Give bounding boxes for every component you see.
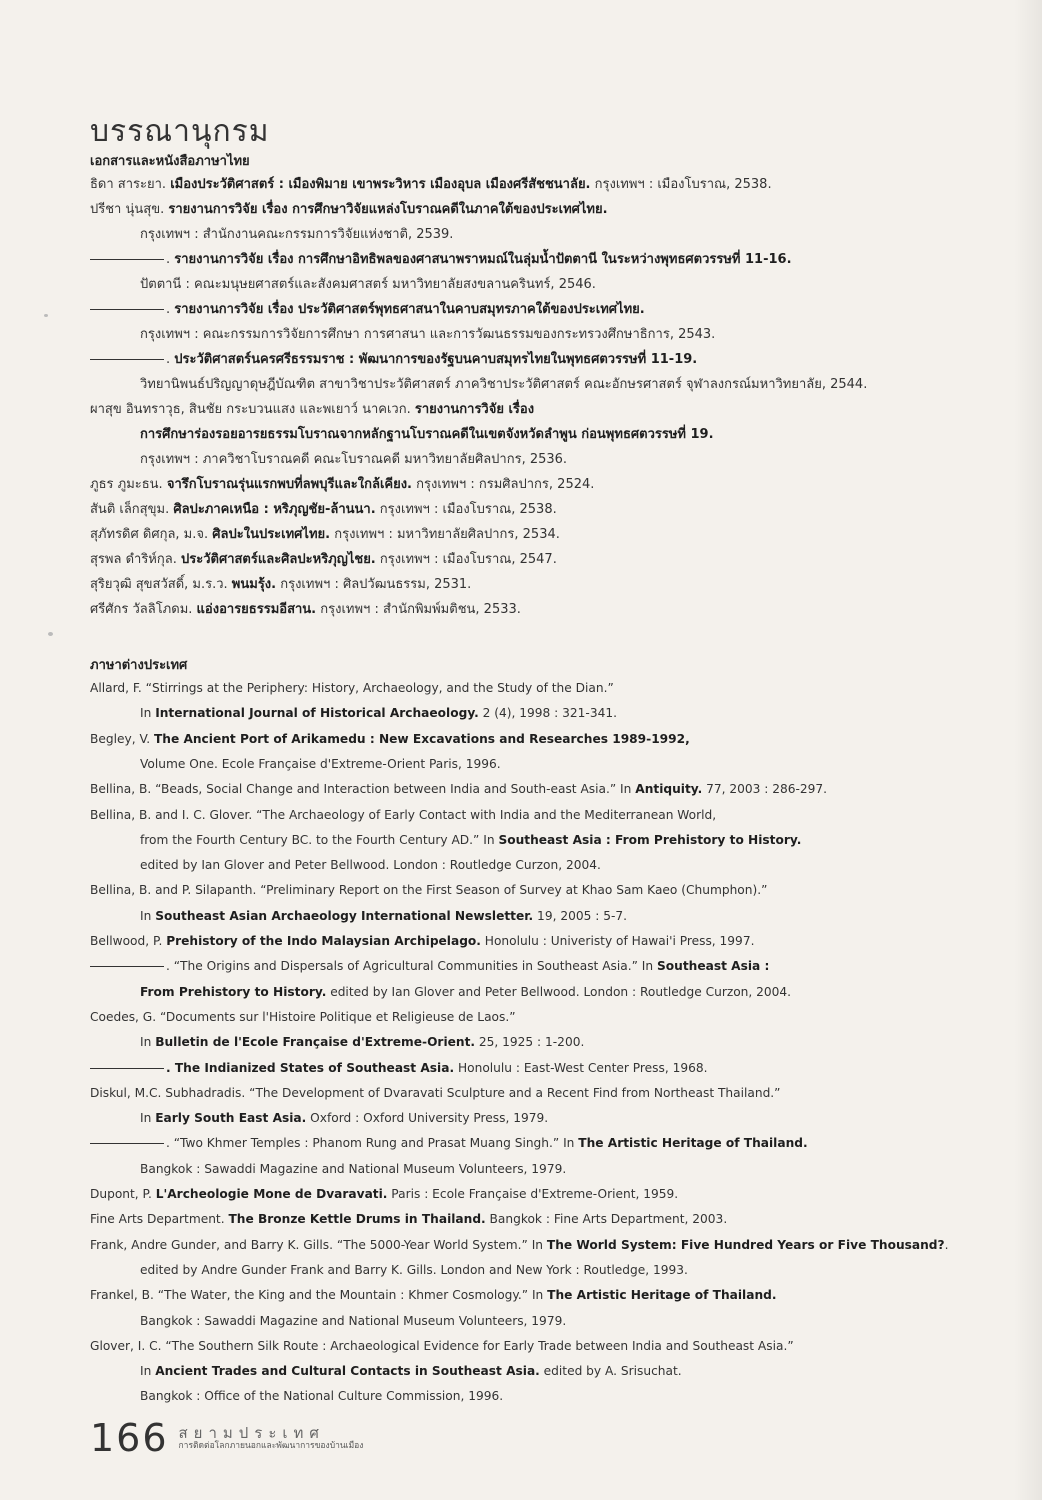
citation-text: . “Two Khmer Temples : Phanom Rung and Prasat Muang Singh.” In — [166, 1136, 579, 1151]
repeat-author-dash — [90, 259, 164, 260]
citation-text: Frank, Andre Gunder, and Barry K. Gills. “The 5000-Year World System.” In — [90, 1237, 547, 1252]
bibliography-line — [90, 730, 1022, 748]
bibliography-line — [90, 301, 1022, 319]
citation-text: วิทยานิพนธ์ปริญญาดุษฎีบัณฑิต สาขาวิชาประวัติศาสตร์ ภาควิชาประวัติศาสตร์ คณะอักษรศาสตร์ จุฬาลงกรณ์มหาวิทยาลัย, 2544. — [140, 377, 868, 392]
citation-title: ประวัติศาสตร์และศิลปะหริภุญไชย. — [180, 552, 376, 567]
paper-speck — [44, 314, 48, 317]
citation-title: . The Indianized States of Southeast Asia. — [166, 1060, 455, 1075]
citation-text: กรุงเทพฯ : คณะกรรมการวิจัยการศึกษา การศาสนา และการวัฒนธรรมของกระทรวงศึกษาธิการ, 2543. — [140, 327, 716, 342]
bibliography-line — [140, 831, 1022, 849]
citation-text: Honolulu : East-West Center Press, 1968. — [454, 1060, 708, 1075]
citation-text: Begley, V. — [90, 731, 154, 746]
citation-title: ศิลปะภาคเหนือ : หริภุญชัย-ล้านนา. — [173, 502, 376, 517]
citation-title: The Artistic Heritage of Thailand. — [547, 1288, 777, 1303]
citation-title: Early South East Asia. — [155, 1111, 307, 1126]
bibliography-line — [140, 856, 1022, 874]
citation-text: Coedes, G. “Documents sur l'Histoire Politique et Religieuse de Laos.” — [90, 1009, 516, 1024]
citation-text: กรุงเทพฯ : กรมศิลปากร, 2524. — [412, 477, 595, 492]
bibliography-line — [90, 401, 1022, 419]
bibliography-line — [90, 1084, 1022, 1102]
bibliography-line — [90, 679, 1022, 697]
citation-text: Allard, F. “Stirrings at the Periphery: History, Archaeology, and the Study of the Dian.” — [90, 681, 614, 695]
bibliography-line — [90, 1008, 1022, 1026]
bibliography-line — [140, 755, 1022, 773]
page-title: บรรณานุกรม — [90, 114, 270, 149]
bibliography-line — [140, 983, 1022, 1001]
citation-text: . — [166, 302, 175, 317]
citation-title: Ancient Trades and Cultural Contacts in Southeast Asia. — [155, 1364, 540, 1379]
citation-text: 19, 2005 : 5-7. — [533, 908, 627, 923]
bibliography-line — [140, 326, 1022, 344]
bibliography-line — [90, 201, 1022, 219]
bibliography-line — [90, 501, 1022, 519]
citation-text: Bangkok : Sawaddi Magazine and National Museum Volunteers, 1979. — [140, 1161, 567, 1176]
repeat-author-dash — [90, 1143, 164, 1144]
bibliography-line — [90, 957, 1022, 975]
bibliography-line — [90, 1059, 1022, 1077]
bibliography-line — [140, 1033, 1022, 1051]
citation-title: รายงานการวิจัย เรื่อง — [414, 402, 535, 417]
bibliography-line — [90, 526, 1022, 544]
citation-text: . — [166, 352, 175, 367]
citation-title: เมืองประวัติศาสตร์ : เมืองพิมาย เขาพระวิหาร เมืองอุบล เมืองศรีสัชชนาลัย. — [170, 177, 591, 192]
citation-title: ประวัติศาสตร์นครศรีธรรมราช : พัฒนาการของรัฐบนคาบสมุทรไทยในพุทธศตวรรษที่ 11-19. — [174, 352, 698, 367]
bibliography-line — [90, 576, 1022, 594]
citation-title: The Artistic Heritage of Thailand. — [578, 1136, 808, 1151]
citation-text: from the Fourth Century BC. to the Fourth Century AD.” In — [140, 832, 499, 847]
citation-text: กรุงเทพฯ : สำนักงานคณะกรรมการวิจัยแห่งชาติ, 2539. — [140, 227, 454, 242]
page-footer — [90, 1418, 363, 1458]
citation-text: กรุงเทพฯ : เมืองโบราณ, 2538. — [375, 502, 557, 517]
citation-title: Southeast Asia : From Prehistory to History. — [498, 832, 802, 847]
citation-text: กรุงเทพฯ : เมืองโบราณ, 2547. — [375, 552, 557, 567]
citation-text: Bellina, B. and I. C. Glover. “The Archaeology of Early Contact with India and the Mediterranean World, — [90, 807, 717, 822]
citation-title: Southeast Asia : — [657, 959, 770, 974]
citation-text: Dupont, P. — [90, 1187, 156, 1201]
bibliography-line — [140, 426, 1022, 444]
citation-text: กรุงเทพฯ : สำนักพิมพ์มติชน, 2533. — [316, 602, 521, 617]
citation-title: The Bronze Kettle Drums in Thailand. — [228, 1212, 486, 1227]
citation-text: Frankel, B. “The Water, the King and the Mountain : Khmer Cosmology.” In — [90, 1288, 548, 1303]
bibliography-line — [140, 226, 1022, 244]
bibliography-line — [90, 1210, 1022, 1228]
citation-text: In — [140, 1111, 156, 1126]
citation-text: กรุงเทพฯ : ศิลปวัฒนธรรม, 2531. — [276, 577, 472, 592]
citation-text: กรุงเทพฯ : มหาวิทยาลัยศิลปากร, 2534. — [330, 527, 560, 542]
citation-text: Oxford : Oxford University Press, 1979. — [306, 1111, 549, 1126]
citation-text: . — [166, 252, 175, 267]
citation-text: ปรีชา นุ่นสุข. — [90, 202, 169, 217]
bibliography-line — [140, 1261, 1022, 1279]
magazine-title: สยามประเทศ — [178, 1424, 325, 1442]
citation-text: Honolulu : Univeristy of Hawai'i Press, 1997. — [480, 934, 755, 948]
citation-title: รายงานการวิจัย เรื่อง การศึกษาอิทธิพลของศาสนาพราหมณ์ในลุ่มน้ำปัตตานี ในระหว่างพุทธศตวรรษที่ 11-16. — [174, 252, 792, 267]
citation-text: . — [944, 1237, 949, 1252]
bibliography-line — [90, 1236, 1022, 1254]
bibliography-line — [90, 176, 1022, 194]
citation-title: Bulletin de l'Ecole Française d'Extreme-Orient. — [155, 1035, 476, 1050]
citation-text: edited by Ian Glover and Peter Bellwood. London : Routledge Curzon, 2004. — [140, 858, 601, 873]
citation-text: ผาสุข อินทราวุธ, สินชัย กระบวนแสง และพเยาว์ นาคเวก. — [90, 402, 415, 417]
bibliography-line — [140, 1387, 1022, 1405]
bibliography-line — [90, 932, 1022, 950]
bibliography-line — [90, 1286, 1022, 1304]
citation-text: Paris : Ecole Française d'Extreme-Orient, 1959. — [387, 1187, 679, 1201]
citation-text: Bellina, B. and P. Silapanth. “Preliminary Report on the First Season of Survey at Khao Sam Kaeo (Chumphon).” — [90, 883, 768, 898]
magazine-subtitle: การติดต่อโลกภายนอกและพัฒนาการของบ้านเมือง — [178, 1441, 364, 1451]
citation-text: Bellwood, P. — [90, 934, 167, 948]
citation-text: In — [140, 908, 156, 923]
bibliography-line — [140, 704, 1022, 722]
citation-text: กรุงเทพฯ : เมืองโบราณ, 2538. — [590, 177, 772, 192]
citation-title: รายงานการวิจัย เรื่อง ประวัติศาสตร์พุทธศาสนาในคาบสมุทรภาคใต้ของประเทศไทย. — [174, 302, 645, 317]
citation-title: From Prehistory to History. — [140, 984, 327, 999]
repeat-author-dash — [90, 309, 164, 310]
citation-text: สุรพล ดำริห์กุล. — [90, 552, 181, 567]
citation-text: In — [140, 706, 156, 721]
citation-title: Prehistory of the Indo Malaysian Archipelago. — [166, 934, 481, 948]
citation-title: Antiquity. — [635, 782, 703, 797]
citation-text: Bangkok : Office of the National Culture Commission, 1996. — [140, 1389, 504, 1404]
bibliography-line — [90, 251, 1022, 269]
bibliography-line — [90, 780, 1022, 798]
bibliography-line — [90, 806, 1022, 824]
bibliography-line — [90, 351, 1022, 369]
citation-text: Diskul, M.C. Subhadradis. “The Development of Dvaravati Sculpture and a Recent Find from Northeast Thailand.” — [90, 1085, 781, 1100]
bibliography-line — [140, 1109, 1022, 1127]
citation-title: Southeast Asian Archaeology International Newsletter. — [155, 908, 534, 923]
repeat-author-dash — [90, 1068, 164, 1069]
bibliography-line — [90, 601, 1022, 619]
citation-title: พนมรุ้ง. — [231, 577, 277, 592]
bibliography-line — [140, 1362, 1022, 1380]
citation-text: 2 (4), 1998 : 321-341. — [478, 706, 617, 721]
bibliography-line — [140, 376, 1022, 394]
thai-section-heading: เอกสารและหนังสือภาษาไทย — [90, 154, 250, 169]
bibliography-line — [90, 1337, 1022, 1355]
citation-text: Glover, I. C. “The Southern Silk Route : Archaeological Evidence for Early Trade between India and Southeast Asia.” — [90, 1338, 794, 1353]
citation-text: กรุงเทพฯ : ภาควิชาโบราณคดี คณะโบราณคดี มหาวิทยาลัยศิลปากร, 2536. — [140, 452, 568, 467]
citation-title: ศิลปะในประเทศไทย. — [212, 527, 331, 542]
footer-text — [179, 1425, 364, 1452]
citation-title: จารึกโบราณรุ่นแรกพบที่ลพบุรีและใกล้เคียง. — [166, 477, 412, 492]
citation-text: ปัตตานี : คณะมนุษยศาสตร์และสังคมศาสตร์ มหาวิทยาลัยสงขลานครินทร์, 2546. — [140, 277, 596, 292]
citation-text: Bangkok : Fine Arts Department, 2003. — [485, 1212, 728, 1227]
bibliography-line — [140, 276, 1022, 294]
bibliography-line — [140, 907, 1022, 925]
paper-speck — [48, 632, 53, 636]
bibliography-line — [140, 451, 1022, 469]
citation-text: ภูธร ภูมะธน. — [90, 477, 167, 492]
bibliography-line — [90, 551, 1022, 569]
repeat-author-dash — [90, 359, 164, 360]
citation-title: L'Archeologie Mone de Dvaravati. — [155, 1187, 388, 1201]
citation-text: ศรีศักร วัลลิโภดม. — [90, 602, 197, 617]
citation-title: The Ancient Port of Arikamedu : New Excavations and Researches 1989-1992, — [153, 731, 690, 746]
citation-text: สันติ เล็กสุขุม. — [90, 502, 174, 517]
citation-text: 77, 2003 : 286-297. — [702, 782, 828, 797]
citation-title: แอ่งอารยธรรมอีสาน. — [196, 602, 317, 617]
repeat-author-dash — [90, 966, 164, 967]
citation-text: ธิดา สาระยา. — [90, 177, 171, 192]
citation-text: edited by Ian Glover and Peter Bellwood. London : Routledge Curzon, 2004. — [326, 984, 792, 999]
citation-text: edited by Andre Gunder Frank and Barry K. Gills. London and New York : Routledge, 1993. — [140, 1262, 688, 1277]
citation-text: . “The Origins and Dispersals of Agricultural Communities in Southeast Asia.” In — [166, 959, 658, 974]
bibliography-line — [140, 1160, 1022, 1178]
bibliography-line — [90, 1134, 1022, 1152]
bibliography-line — [90, 881, 1022, 899]
citation-text: สุริยวุฒิ สุขสวัสดิ์, ม.ร.ว. — [90, 577, 232, 592]
citation-title: International Journal of Historical Archaeology. — [155, 706, 479, 721]
citation-text: 25, 1925 : 1-200. — [475, 1035, 585, 1050]
citation-text: สุภัทรดิศ ดิศกุล, ม.จ. — [90, 527, 213, 542]
citation-title: การศึกษาร่องรอยอารยธรรมโบราณจากหลักฐานโบราณคดีในเขตจังหวัดลำพูน ก่อนพุทธศตวรรษที่ 19. — [140, 427, 714, 442]
citation-title: The World System: Five Hundred Years or Five Thousand? — [546, 1237, 945, 1252]
citation-text: Volume One. Ecole Française d'Extreme-Orient Paris, 1996. — [140, 756, 501, 771]
citation-text: Bellina, B. “Beads, Social Change and Interaction between India and South-east Asia.” In — [90, 782, 636, 797]
bibliography-line — [90, 1185, 1022, 1203]
bibliography-line — [140, 1312, 1022, 1330]
citation-text: In — [140, 1364, 156, 1379]
citation-title: รายงานการวิจัย เรื่อง การศึกษาวิจัยแหล่งโบราณคดีในภาคใต้ของประเทศไทย. — [168, 202, 608, 217]
citation-text: edited by A. Srisuchat. — [539, 1364, 682, 1379]
page-number: 166 — [90, 1416, 169, 1460]
citation-text: Bangkok : Sawaddi Magazine and National Museum Volunteers, 1979. — [140, 1313, 567, 1328]
foreign-section-heading: ภาษาต่างประเทศ — [90, 658, 188, 673]
bibliography-line — [90, 476, 1022, 494]
citation-text: In — [140, 1035, 156, 1050]
citation-text: Fine Arts Department. — [90, 1212, 229, 1227]
